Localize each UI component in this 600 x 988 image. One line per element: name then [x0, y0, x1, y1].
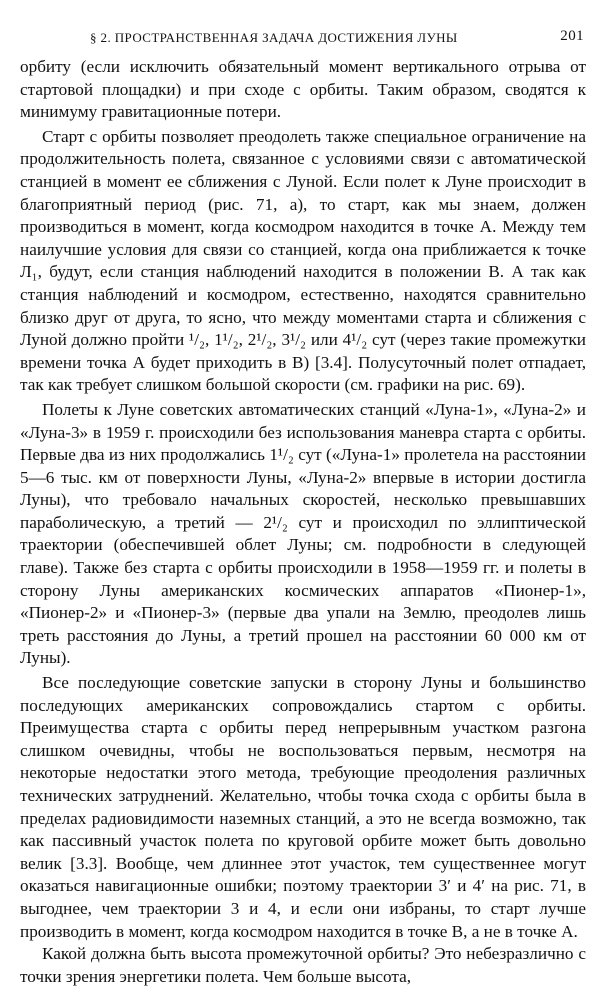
paragraph-5: Какой должна быть высота промежуточной орбиты? Это небезразлично с точки зрения энергетики полета. Чем больше высота, — [20, 944, 586, 986]
section-title: § 2. ПРОСТРАНСТВЕННАЯ ЗАДАЧА ДОСТИЖЕНИЯ ЛУНЫ — [90, 30, 458, 45]
paragraph-3: Полеты к Луне советских автоматических станций «Луна-1», «Луна-2» и «Луна-3» в 1959 г. происходили без использования маневра старта с орбиты. Первые два из них продолжались 1¹/₂ сут («Луна-1» пролетела на расстоянии 5—6 тыс. км от поверхности Луны, «Луна-2» впервые в истории достигла Луны), что требовало начальных скоростей, несколько превышавших параболическую, а третий — 2¹/₂ сут и происходил по эллиптической траектории (обеспечившей облет Луны; см. подробности в следующей главе). Также без старта с орбиты происходили в 1958—1959 гг. и полеты в сторону Луны американских космических аппаратов «Пионер-1», «Пионер-2» и «Пионер-3» (первые два упали на Землю, преодолев лишь треть расстояния до Луны, а третий прошел на расстоянии 60 000 км от Луны). — [20, 399, 586, 668]
body-text — [20, 56, 586, 988]
book-page — [20, 26, 586, 988]
paragraph-4: Все последующие советские запуски в сторону Луны и большинство последующих американских сопровождались стартом с орбиты. Преимущества старта с орбиты перед непрерывным участком разгона слишком очевидны, чтобы не воспользоваться первым, несмотря на некоторые недостатки этого метода, требующие преодоления различных технических затруднений. Желательно, чтобы точка схода с орбиты была в пределах радиовидимости наземных станций, а это не всегда возможно, так как пассивный участок полета по круговой орбите может быть довольно велик [3.3]. Вообще, чем длиннее этот участок, тем существеннее могут оказаться навигационные ошибки; поэтому траектории 3′ и 4′ на рис. 71, в выгоднее, чем траектории 3 и 4, и если они избраны, то старт лучше производить в момент, когда космодром находится в точке В, а не в точке А. — [20, 673, 586, 941]
paragraph-2: Старт с орбиты позволяет преодолеть также специальное ограничение на продолжительность полета, связанное с условиями связи с автоматической станцией в момент ее сближения с Луной. Если полет к Луне происходит в благоприятный период (рис. 71, а), то старт, как мы знаем, должен производиться в момент, когда космодром находится в точке А. Между тем наилучшие условия для связи со станцией, когда она приближается к точке Л₁, будут, если станция наблюдений находится в положении В. А так как станция наблюдений и космодром, естественно, находятся сравнительно близко друг от друга, то ясно, что между моментами старта и сближения с Луной должно пройти ¹/₂, 1¹/₂, 2¹/₂, 3¹/₂ или 4¹/₂ сут (через такие промежутки времени точка А будет приходить в В) [3.4]. Полусуточный полет отпадает, так как требует слишком большой скорости (см. графики на рис. 69). — [20, 126, 586, 395]
page-number: 201 — [560, 28, 584, 44]
running-header — [20, 26, 586, 56]
paragraph-1: орбиту (если исключить обязательный момент вертикального отрыва от стартовой площадки) и при сходе с орбиты. Таким образом, сводятся к минимуму гравитационные потери. — [20, 57, 586, 122]
